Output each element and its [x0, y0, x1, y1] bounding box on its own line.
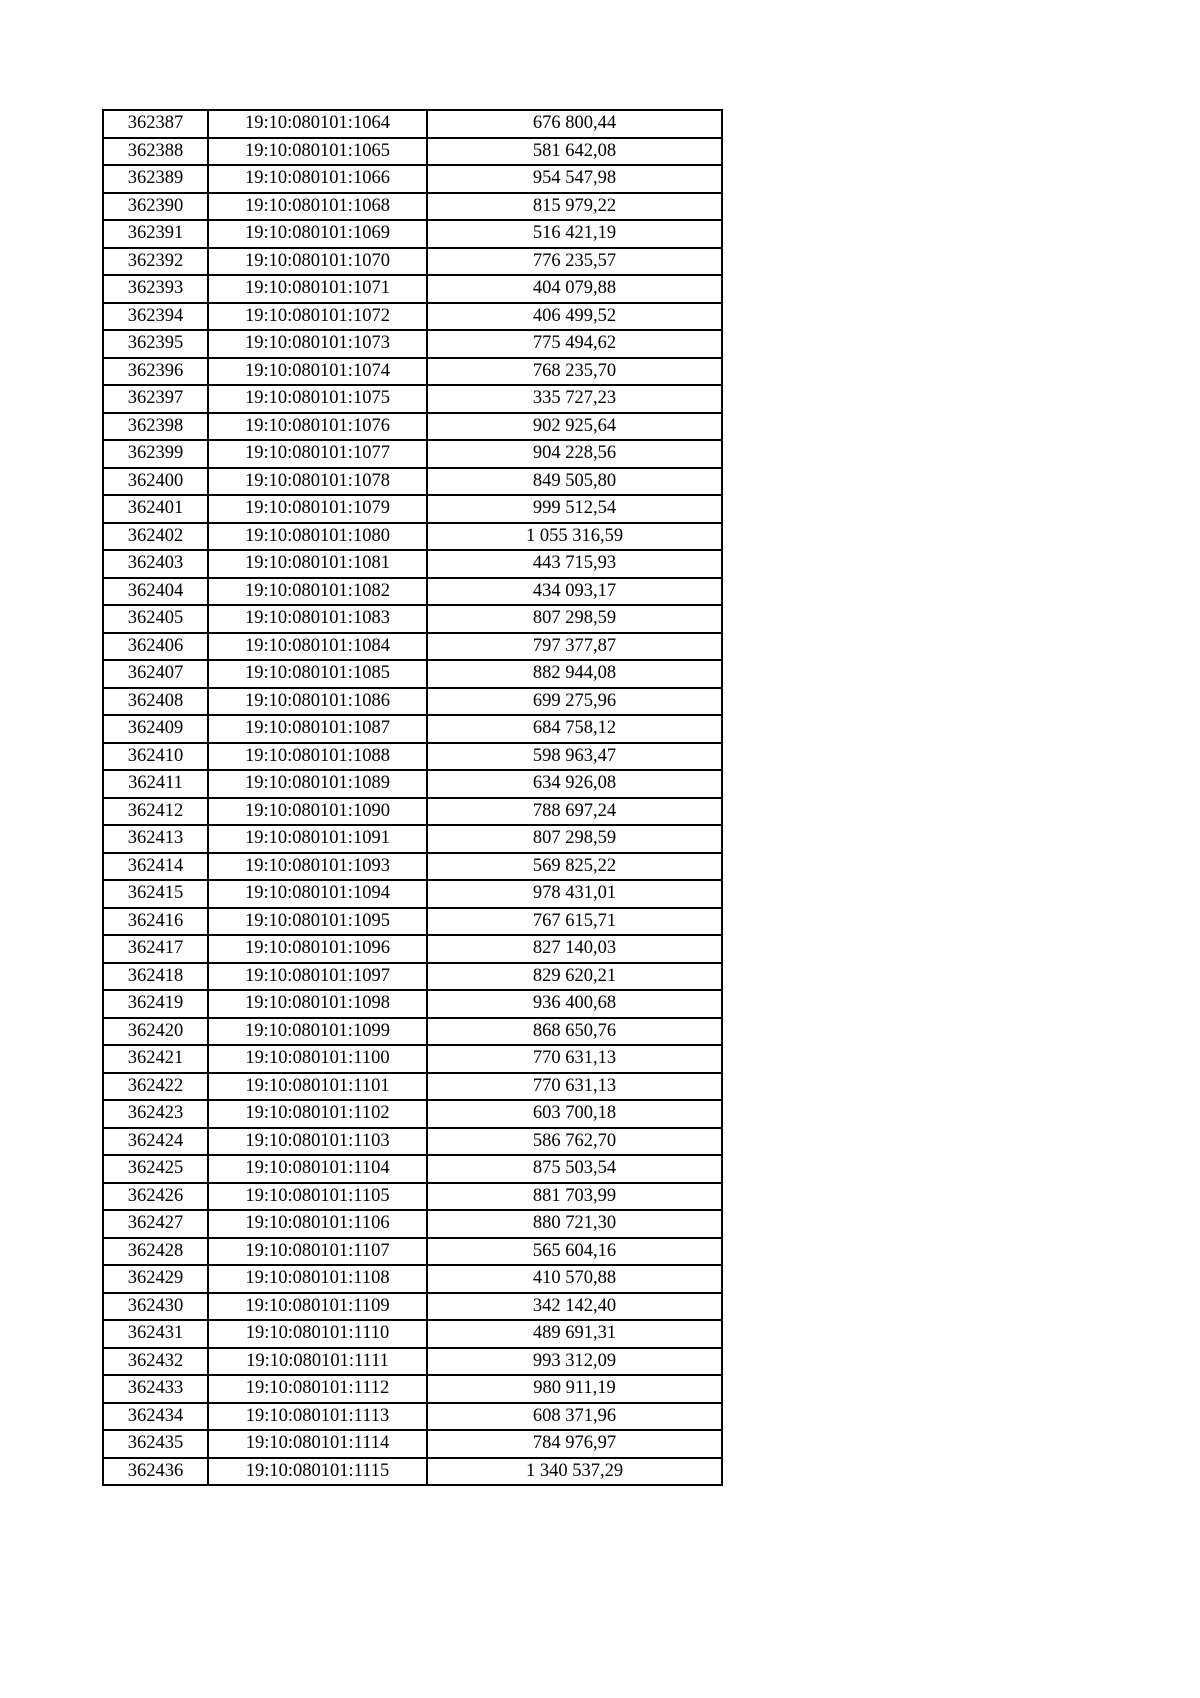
row-number-cell: 362424 [103, 1128, 208, 1156]
table-row [103, 1265, 722, 1293]
row-number-cell: 362407 [103, 660, 208, 688]
table-row [103, 1155, 722, 1183]
cadastral-value-cell: 999 512,54 [427, 495, 722, 523]
table-row [103, 385, 722, 413]
cadastral-number-cell: 19:10:080101:1086 [208, 688, 427, 716]
cadastral-value-cell: 980 911,19 [427, 1375, 722, 1403]
cadastral-value-cell: 569 825,22 [427, 853, 722, 881]
table-row [103, 495, 722, 523]
row-number-cell: 362417 [103, 935, 208, 963]
cadastral-value-cell: 565 604,16 [427, 1238, 722, 1266]
row-number-cell: 362391 [103, 220, 208, 248]
row-number-cell: 362420 [103, 1018, 208, 1046]
row-number-cell: 362397 [103, 385, 208, 413]
table-row [103, 990, 722, 1018]
row-number-cell: 362414 [103, 853, 208, 881]
table-row [103, 468, 722, 496]
cadastral-number-cell: 19:10:080101:1111 [208, 1348, 427, 1376]
row-number-cell: 362398 [103, 413, 208, 441]
cadastral-value-cell: 829 620,21 [427, 963, 722, 991]
cadastral-number-cell: 19:10:080101:1114 [208, 1430, 427, 1458]
cadastral-number-cell: 19:10:080101:1094 [208, 880, 427, 908]
row-number-cell: 362405 [103, 605, 208, 633]
cadastral-number-cell: 19:10:080101:1070 [208, 248, 427, 276]
cadastral-value-cell: 827 140,03 [427, 935, 722, 963]
cadastral-number-cell: 19:10:080101:1077 [208, 440, 427, 468]
cadastral-number-cell: 19:10:080101:1076 [208, 413, 427, 441]
cadastral-number-cell: 19:10:080101:1096 [208, 935, 427, 963]
row-number-cell: 362387 [103, 110, 208, 138]
cadastral-number-cell: 19:10:080101:1066 [208, 165, 427, 193]
row-number-cell: 362435 [103, 1430, 208, 1458]
cadastral-value-cell: 807 298,59 [427, 825, 722, 853]
cadastral-number-cell: 19:10:080101:1113 [208, 1403, 427, 1431]
cadastral-number-cell: 19:10:080101:1084 [208, 633, 427, 661]
table-row [103, 688, 722, 716]
cadastral-value-cell: 936 400,68 [427, 990, 722, 1018]
cadastral-value-cell: 868 650,76 [427, 1018, 722, 1046]
table-row [103, 1018, 722, 1046]
row-number-cell: 362415 [103, 880, 208, 908]
cadastral-number-cell: 19:10:080101:1068 [208, 193, 427, 221]
row-number-cell: 362392 [103, 248, 208, 276]
table-row [103, 1073, 722, 1101]
table-row [103, 1348, 722, 1376]
table-row [103, 798, 722, 826]
cadastral-number-cell: 19:10:080101:1109 [208, 1293, 427, 1321]
cadastral-value-cell: 797 377,87 [427, 633, 722, 661]
cadastral-value-cell: 784 976,97 [427, 1430, 722, 1458]
row-number-cell: 362406 [103, 633, 208, 661]
cadastral-value-cell: 404 079,88 [427, 275, 722, 303]
cadastral-number-cell: 19:10:080101:1093 [208, 853, 427, 881]
row-number-cell: 362412 [103, 798, 208, 826]
table-row [103, 880, 722, 908]
cadastral-value-cell: 849 505,80 [427, 468, 722, 496]
cadastral-value-cell: 815 979,22 [427, 193, 722, 221]
row-number-cell: 362388 [103, 138, 208, 166]
cadastral-value-cell: 676 800,44 [427, 110, 722, 138]
cadastral-number-cell: 19:10:080101:1106 [208, 1210, 427, 1238]
cadastral-value-cell: 1 340 537,29 [427, 1458, 722, 1486]
cadastral-value-cell: 406 499,52 [427, 303, 722, 331]
table-row [103, 1183, 722, 1211]
table-row [103, 248, 722, 276]
cadastral-number-cell: 19:10:080101:1083 [208, 605, 427, 633]
row-number-cell: 362411 [103, 770, 208, 798]
row-number-cell: 362426 [103, 1183, 208, 1211]
row-number-cell: 362389 [103, 165, 208, 193]
cadastral-value-cell: 684 758,12 [427, 715, 722, 743]
table-row [103, 1210, 722, 1238]
table-row [103, 523, 722, 551]
table-row [103, 1458, 722, 1486]
table-row [103, 1238, 722, 1266]
table-row [103, 743, 722, 771]
cadastral-value-cell: 634 926,08 [427, 770, 722, 798]
table-row [103, 633, 722, 661]
cadastral-number-cell: 19:10:080101:1107 [208, 1238, 427, 1266]
table-row [103, 440, 722, 468]
table-row [103, 715, 722, 743]
cadastral-number-cell: 19:10:080101:1095 [208, 908, 427, 936]
cadastral-value-cell: 875 503,54 [427, 1155, 722, 1183]
cadastral-number-cell: 19:10:080101:1087 [208, 715, 427, 743]
row-number-cell: 362422 [103, 1073, 208, 1101]
cadastral-value-cell: 434 093,17 [427, 578, 722, 606]
cadastral-value-cell: 770 631,13 [427, 1045, 722, 1073]
table-row [103, 1320, 722, 1348]
row-number-cell: 362419 [103, 990, 208, 1018]
table-row [103, 358, 722, 386]
row-number-cell: 362394 [103, 303, 208, 331]
cadastral-value-cell: 788 697,24 [427, 798, 722, 826]
cadastral-value-cell: 882 944,08 [427, 660, 722, 688]
cadastral-value-cell: 699 275,96 [427, 688, 722, 716]
cadastral-value-cell: 1 055 316,59 [427, 523, 722, 551]
cadastral-value-cell: 770 631,13 [427, 1073, 722, 1101]
table-row [103, 1100, 722, 1128]
cadastral-value-cell: 489 691,31 [427, 1320, 722, 1348]
cadastral-number-cell: 19:10:080101:1064 [208, 110, 427, 138]
cadastral-value-cell: 410 570,88 [427, 1265, 722, 1293]
table-row [103, 165, 722, 193]
row-number-cell: 362434 [103, 1403, 208, 1431]
cadastral-number-cell: 19:10:080101:1078 [208, 468, 427, 496]
table-row [103, 138, 722, 166]
cadastral-value-cell: 993 312,09 [427, 1348, 722, 1376]
table-row [103, 1128, 722, 1156]
cadastral-number-cell: 19:10:080101:1105 [208, 1183, 427, 1211]
row-number-cell: 362399 [103, 440, 208, 468]
cadastral-number-cell: 19:10:080101:1091 [208, 825, 427, 853]
cadastral-number-cell: 19:10:080101:1108 [208, 1265, 427, 1293]
cadastral-number-cell: 19:10:080101:1097 [208, 963, 427, 991]
row-number-cell: 362416 [103, 908, 208, 936]
cadastral-value-cell: 516 421,19 [427, 220, 722, 248]
cadastral-number-cell: 19:10:080101:1110 [208, 1320, 427, 1348]
cadastral-number-cell: 19:10:080101:1099 [208, 1018, 427, 1046]
table-body [103, 110, 722, 1485]
row-number-cell: 362393 [103, 275, 208, 303]
cadastral-value-cell: 775 494,62 [427, 330, 722, 358]
row-number-cell: 362433 [103, 1375, 208, 1403]
row-number-cell: 362413 [103, 825, 208, 853]
cadastral-value-cell: 608 371,96 [427, 1403, 722, 1431]
cadastral-value-cell: 768 235,70 [427, 358, 722, 386]
table-row [103, 605, 722, 633]
table-row [103, 853, 722, 881]
cadastral-number-cell: 19:10:080101:1085 [208, 660, 427, 688]
cadastral-number-cell: 19:10:080101:1082 [208, 578, 427, 606]
table-row [103, 550, 722, 578]
table-row [103, 770, 722, 798]
cadastral-number-cell: 19:10:080101:1074 [208, 358, 427, 386]
cadastral-value-cell: 880 721,30 [427, 1210, 722, 1238]
row-number-cell: 362421 [103, 1045, 208, 1073]
cadastral-value-table [102, 109, 723, 1486]
row-number-cell: 362395 [103, 330, 208, 358]
cadastral-value-cell: 807 298,59 [427, 605, 722, 633]
table-row [103, 963, 722, 991]
row-number-cell: 362428 [103, 1238, 208, 1266]
cadastral-number-cell: 19:10:080101:1080 [208, 523, 427, 551]
table-row [103, 578, 722, 606]
table-row [103, 1375, 722, 1403]
cadastral-value-cell: 881 703,99 [427, 1183, 722, 1211]
cadastral-value-cell: 335 727,23 [427, 385, 722, 413]
cadastral-number-cell: 19:10:080101:1073 [208, 330, 427, 358]
row-number-cell: 362408 [103, 688, 208, 716]
cadastral-number-cell: 19:10:080101:1069 [208, 220, 427, 248]
cadastral-value-cell: 904 228,56 [427, 440, 722, 468]
table-row [103, 193, 722, 221]
cadastral-number-cell: 19:10:080101:1065 [208, 138, 427, 166]
row-number-cell: 362430 [103, 1293, 208, 1321]
table-row [103, 330, 722, 358]
cadastral-value-cell: 598 963,47 [427, 743, 722, 771]
row-number-cell: 362402 [103, 523, 208, 551]
row-number-cell: 362400 [103, 468, 208, 496]
row-number-cell: 362404 [103, 578, 208, 606]
cadastral-number-cell: 19:10:080101:1072 [208, 303, 427, 331]
row-number-cell: 362429 [103, 1265, 208, 1293]
table-row [103, 935, 722, 963]
table-row [103, 220, 722, 248]
cadastral-number-cell: 19:10:080101:1098 [208, 990, 427, 1018]
cadastral-value-cell: 443 715,93 [427, 550, 722, 578]
cadastral-value-cell: 342 142,40 [427, 1293, 722, 1321]
row-number-cell: 362425 [103, 1155, 208, 1183]
cadastral-number-cell: 19:10:080101:1071 [208, 275, 427, 303]
cadastral-value-cell: 767 615,71 [427, 908, 722, 936]
cadastral-value-cell: 954 547,98 [427, 165, 722, 193]
cadastral-value-cell: 581 642,08 [427, 138, 722, 166]
cadastral-value-cell: 902 925,64 [427, 413, 722, 441]
table-row [103, 413, 722, 441]
row-number-cell: 362423 [103, 1100, 208, 1128]
cadastral-value-cell: 603 700,18 [427, 1100, 722, 1128]
cadastral-value-cell: 978 431,01 [427, 880, 722, 908]
row-number-cell: 362432 [103, 1348, 208, 1376]
cadastral-number-cell: 19:10:080101:1102 [208, 1100, 427, 1128]
row-number-cell: 362390 [103, 193, 208, 221]
table-row [103, 1045, 722, 1073]
cadastral-number-cell: 19:10:080101:1079 [208, 495, 427, 523]
row-number-cell: 362418 [103, 963, 208, 991]
table-row [103, 908, 722, 936]
table-row [103, 303, 722, 331]
cadastral-value-cell: 776 235,57 [427, 248, 722, 276]
row-number-cell: 362396 [103, 358, 208, 386]
cadastral-number-cell: 19:10:080101:1075 [208, 385, 427, 413]
cadastral-number-cell: 19:10:080101:1090 [208, 798, 427, 826]
table-row [103, 275, 722, 303]
cadastral-number-cell: 19:10:080101:1081 [208, 550, 427, 578]
row-number-cell: 362401 [103, 495, 208, 523]
row-number-cell: 362410 [103, 743, 208, 771]
cadastral-number-cell: 19:10:080101:1103 [208, 1128, 427, 1156]
row-number-cell: 362409 [103, 715, 208, 743]
cadastral-number-cell: 19:10:080101:1088 [208, 743, 427, 771]
table-row [103, 110, 722, 138]
cadastral-number-cell: 19:10:080101:1104 [208, 1155, 427, 1183]
table-row [103, 825, 722, 853]
row-number-cell: 362431 [103, 1320, 208, 1348]
table-row [103, 1430, 722, 1458]
table-row [103, 1293, 722, 1321]
cadastral-number-cell: 19:10:080101:1100 [208, 1045, 427, 1073]
row-number-cell: 362436 [103, 1458, 208, 1486]
cadastral-number-cell: 19:10:080101:1115 [208, 1458, 427, 1486]
cadastral-number-cell: 19:10:080101:1112 [208, 1375, 427, 1403]
table-row [103, 660, 722, 688]
table-row [103, 1403, 722, 1431]
cadastral-value-cell: 586 762,70 [427, 1128, 722, 1156]
row-number-cell: 362427 [103, 1210, 208, 1238]
cadastral-number-cell: 19:10:080101:1101 [208, 1073, 427, 1101]
cadastral-number-cell: 19:10:080101:1089 [208, 770, 427, 798]
row-number-cell: 362403 [103, 550, 208, 578]
